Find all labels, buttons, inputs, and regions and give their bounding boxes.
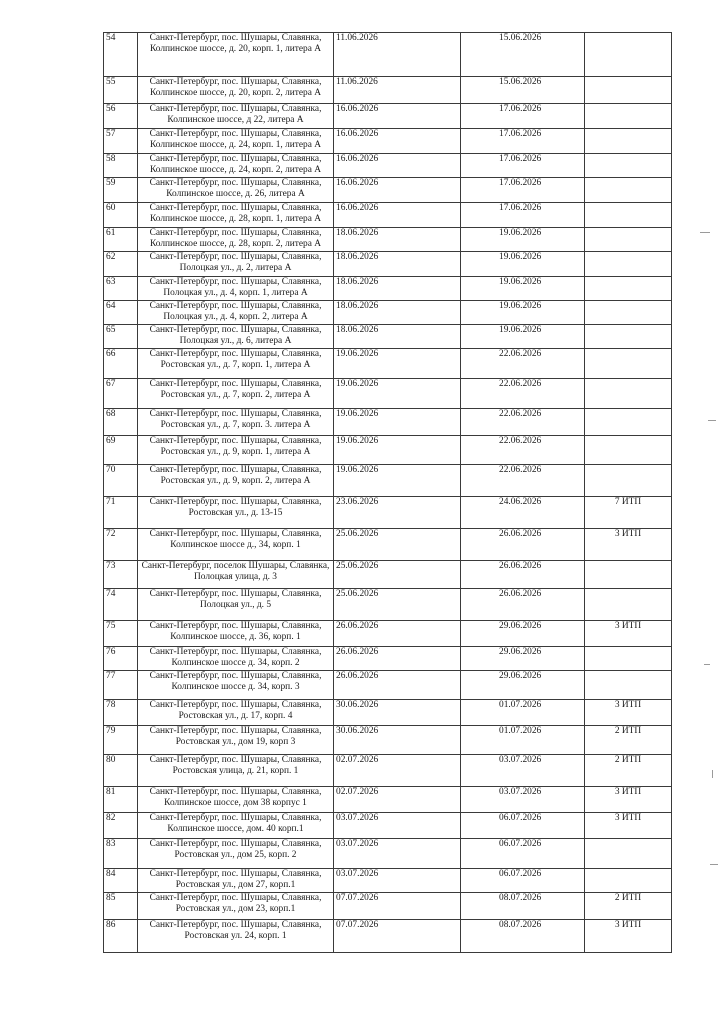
- end-date-cell: 06.07.2026: [461, 839, 585, 869]
- address-line: Санкт-Петербург, пос. Шушары, Славянка,: [149, 647, 322, 657]
- table-row: [104, 700, 672, 726]
- address-line: Санкт-Петербург, пос. Шушары, Славянка,: [149, 104, 322, 114]
- address-line: Ростовская ул., дом 23, корп.1: [175, 904, 296, 914]
- address-line: Полоцкая ул., д. 4, корп. 1, литера А: [163, 288, 308, 298]
- table-row: [104, 436, 672, 465]
- address-cell: [138, 893, 334, 920]
- address-line: Колпинское шоссе, д. 24, корп. 1, литера А: [149, 140, 322, 150]
- end-date-cell: 22.06.2026: [461, 349, 585, 379]
- row-number-cell: 61: [104, 228, 138, 252]
- table-body: [104, 33, 672, 953]
- start-date-cell: 26.06.2026: [334, 647, 461, 671]
- row-number-cell: 85: [104, 893, 138, 920]
- address-cell: [138, 920, 334, 953]
- start-date-cell: 11.06.2026: [334, 77, 461, 104]
- table-row: [104, 465, 672, 497]
- itp-count-cell: [585, 349, 672, 379]
- itp-count-cell: [585, 647, 672, 671]
- table-row: [104, 252, 672, 277]
- start-date-cell: 23.06.2026: [334, 497, 461, 529]
- address-line: Санкт-Петербург, пос. Шушары, Славянка,: [149, 589, 322, 599]
- row-number-cell: 65: [104, 325, 138, 349]
- row-number-cell: 80: [104, 755, 138, 787]
- end-date-cell: 01.07.2026: [461, 700, 585, 726]
- start-date-cell: 26.06.2026: [334, 621, 461, 647]
- address-line: Полоцкая ул., д. 6, литера А: [179, 336, 292, 346]
- table-row: [104, 813, 672, 839]
- scan-artifact: [704, 664, 710, 665]
- end-date-cell: 06.07.2026: [461, 813, 585, 839]
- address-cell: [138, 228, 334, 252]
- table-row: [104, 561, 672, 589]
- address-cell: [138, 178, 334, 203]
- start-date-cell: 16.06.2026: [334, 129, 461, 154]
- row-number-cell: 59: [104, 178, 138, 203]
- itp-count-cell: [585, 203, 672, 228]
- start-date-cell: 11.06.2026: [334, 33, 461, 77]
- table-row: [104, 869, 672, 893]
- itp-count-cell: 3 ИТП: [585, 787, 672, 813]
- address-line: Санкт-Петербург, пос. Шушары, Славянка,: [149, 409, 322, 419]
- row-number-cell: 79: [104, 726, 138, 755]
- end-date-cell: 22.06.2026: [461, 409, 585, 436]
- table-row: [104, 33, 672, 77]
- table-row: [104, 671, 672, 700]
- table-row: [104, 104, 672, 129]
- end-date-cell: 08.07.2026: [461, 893, 585, 920]
- address-line: Колпинское шоссе, д. 26, литера А: [166, 189, 305, 199]
- scan-artifact: [708, 420, 716, 421]
- start-date-cell: 07.07.2026: [334, 893, 461, 920]
- address-line: Колпинское шоссе, дом 38 корпус 1: [164, 798, 307, 808]
- itp-count-cell: [585, 589, 672, 621]
- address-line: Санкт-Петербург, пос. Шушары, Славянка,: [149, 77, 322, 87]
- table-row: [104, 726, 672, 755]
- itp-count-cell: 2 ИТП: [585, 726, 672, 755]
- itp-count-cell: 3 ИТП: [585, 700, 672, 726]
- row-number-cell: 76: [104, 647, 138, 671]
- address-line: Ростовская ул., д. 9, корп. 2, литера А: [160, 476, 311, 486]
- address-cell: [138, 379, 334, 409]
- row-number-cell: 72: [104, 529, 138, 561]
- address-line: Санкт-Петербург, пос. Шушары, Славянка,: [149, 813, 322, 823]
- address-line: Ростовская ул., д. 7, корп. 2, литера А: [160, 390, 311, 400]
- row-number-cell: 70: [104, 465, 138, 497]
- row-number-cell: 57: [104, 129, 138, 154]
- address-cell: [138, 813, 334, 839]
- address-line: Санкт-Петербург, пос. Шушары, Славянка,: [149, 529, 322, 539]
- address-line: Ростовская ул., д. 17, корп. 4: [178, 711, 293, 721]
- address-cell: [138, 104, 334, 129]
- address-cell: [138, 129, 334, 154]
- address-cell: [138, 621, 334, 647]
- itp-count-cell: [585, 671, 672, 700]
- address-line: Санкт-Петербург, пос. Шушары, Славянка,: [149, 755, 322, 765]
- start-date-cell: 07.07.2026: [334, 920, 461, 953]
- end-date-cell: 08.07.2026: [461, 920, 585, 953]
- itp-count-cell: 3 ИТП: [585, 920, 672, 953]
- start-date-cell: 02.07.2026: [334, 787, 461, 813]
- start-date-cell: 03.07.2026: [334, 869, 461, 893]
- itp-count-cell: [585, 129, 672, 154]
- address-line: Санкт-Петербург, пос. Шушары, Славянка,: [149, 700, 322, 710]
- address-line: Санкт-Петербург, поселок Шушары, Славянка,: [141, 561, 330, 571]
- itp-count-cell: 2 ИТП: [585, 893, 672, 920]
- address-cell: [138, 349, 334, 379]
- address-cell: [138, 301, 334, 325]
- scan-artifact: [700, 232, 710, 233]
- table-row: [104, 277, 672, 301]
- address-line: Санкт-Петербург, пос. Шушары, Славянка,: [149, 787, 322, 797]
- end-date-cell: 01.07.2026: [461, 726, 585, 755]
- row-number-cell: 54: [104, 33, 138, 77]
- address-line: Колпинское шоссе, д. 28, корп. 2, литера А: [149, 239, 322, 249]
- address-line: Полоцкая улица, д. 3: [194, 572, 277, 582]
- row-number-cell: 69: [104, 436, 138, 465]
- address-cell: [138, 252, 334, 277]
- address-line: Ростовская ул., д. 9, корп. 1, литера А: [160, 447, 311, 457]
- address-cell: [138, 497, 334, 529]
- address-line: Ростовская улица, д. 21, корп. 1: [172, 766, 299, 776]
- start-date-cell: 19.06.2026: [334, 379, 461, 409]
- itp-count-cell: [585, 839, 672, 869]
- address-line: Санкт-Петербург, пос. Шушары, Славянка,: [149, 154, 322, 164]
- address-cell: [138, 409, 334, 436]
- row-number-cell: 71: [104, 497, 138, 529]
- start-date-cell: 03.07.2026: [334, 813, 461, 839]
- address-line: Санкт-Петербург, пос. Шушары, Славянка,: [149, 277, 322, 287]
- start-date-cell: 25.06.2026: [334, 529, 461, 561]
- table-row: [104, 228, 672, 252]
- end-date-cell: 17.06.2026: [461, 154, 585, 178]
- address-cell: [138, 203, 334, 228]
- row-number-cell: 83: [104, 839, 138, 869]
- end-date-cell: 29.06.2026: [461, 647, 585, 671]
- table-row: [104, 529, 672, 561]
- itp-count-cell: 3 ИТП: [585, 621, 672, 647]
- row-number-cell: 66: [104, 349, 138, 379]
- row-number-cell: 62: [104, 252, 138, 277]
- itp-count-cell: [585, 228, 672, 252]
- address-line: Санкт-Петербург, пос. Шушары, Славянка,: [149, 203, 322, 213]
- itp-count-cell: [585, 436, 672, 465]
- start-date-cell: 16.06.2026: [334, 104, 461, 129]
- end-date-cell: 19.06.2026: [461, 301, 585, 325]
- table-row: [104, 409, 672, 436]
- end-date-cell: 19.06.2026: [461, 252, 585, 277]
- address-line: Санкт-Петербург, пос. Шушары, Славянка,: [149, 228, 322, 238]
- row-number-cell: 60: [104, 203, 138, 228]
- itp-count-cell: [585, 178, 672, 203]
- itp-count-cell: 7 ИТП: [585, 497, 672, 529]
- address-line: Санкт-Петербург, пос. Шушары, Славянка,: [149, 920, 322, 930]
- address-line: Санкт-Петербург, пос. Шушары, Славянка,: [149, 349, 322, 359]
- row-number-cell: 56: [104, 104, 138, 129]
- row-number-cell: 63: [104, 277, 138, 301]
- address-line: Колпинское шоссе, дом. 40 корп.1: [167, 824, 304, 834]
- start-date-cell: 02.07.2026: [334, 755, 461, 787]
- table-row: [104, 589, 672, 621]
- row-number-cell: 55: [104, 77, 138, 104]
- table-row: [104, 920, 672, 953]
- end-date-cell: 22.06.2026: [461, 465, 585, 497]
- start-date-cell: 25.06.2026: [334, 561, 461, 589]
- start-date-cell: 19.06.2026: [334, 349, 461, 379]
- table-row: [104, 301, 672, 325]
- address-line: Колпинское шоссе, д. 36, корп. 1: [170, 632, 301, 642]
- end-date-cell: 22.06.2026: [461, 436, 585, 465]
- start-date-cell: 30.06.2026: [334, 726, 461, 755]
- table-row: [104, 325, 672, 349]
- row-number-cell: 81: [104, 787, 138, 813]
- itp-count-cell: [585, 325, 672, 349]
- address-line: Ростовская ул., дом 27, корп.1: [175, 880, 296, 890]
- address-line: Санкт-Петербург, пос. Шушары, Славянка,: [149, 436, 322, 446]
- address-line: Полоцкая ул., д. 5: [199, 600, 272, 610]
- row-number-cell: 64: [104, 301, 138, 325]
- address-cell: [138, 436, 334, 465]
- address-line: Санкт-Петербург, пос. Шушары, Славянка,: [149, 33, 322, 43]
- start-date-cell: 16.06.2026: [334, 154, 461, 178]
- address-cell: [138, 325, 334, 349]
- start-date-cell: 19.06.2026: [334, 409, 461, 436]
- table-row: [104, 893, 672, 920]
- itp-count-cell: [585, 154, 672, 178]
- address-cell: [138, 726, 334, 755]
- table-row: [104, 839, 672, 869]
- end-date-cell: 15.06.2026: [461, 77, 585, 104]
- address-cell: [138, 755, 334, 787]
- address-cell: [138, 787, 334, 813]
- address-line: Полоцкая ул., д. 4, корп. 2, литера А: [163, 312, 308, 322]
- end-date-cell: 26.06.2026: [461, 589, 585, 621]
- address-line: Ростовская ул., дом 25, корп. 2: [174, 850, 297, 860]
- end-date-cell: 26.06.2026: [461, 529, 585, 561]
- end-date-cell: 17.06.2026: [461, 129, 585, 154]
- address-line: Санкт-Петербург, пос. Шушары, Славянка,: [149, 497, 322, 507]
- row-number-cell: 74: [104, 589, 138, 621]
- address-cell: [138, 869, 334, 893]
- table-row: [104, 379, 672, 409]
- address-cell: [138, 839, 334, 869]
- table-row: [104, 755, 672, 787]
- table-row: [104, 497, 672, 529]
- table-row: [104, 647, 672, 671]
- end-date-cell: 24.06.2026: [461, 497, 585, 529]
- itp-count-cell: 3 ИТП: [585, 529, 672, 561]
- start-date-cell: 19.06.2026: [334, 465, 461, 497]
- start-date-cell: 18.06.2026: [334, 228, 461, 252]
- address-line: Колпинское шоссе, д 22, литера А: [167, 115, 304, 125]
- address-line: Колпинское шоссе, д. 20, корп. 2, литера А: [149, 88, 322, 98]
- end-date-cell: 29.06.2026: [461, 671, 585, 700]
- end-date-cell: 26.06.2026: [461, 561, 585, 589]
- address-line: Санкт-Петербург, пос. Шушары, Славянка,: [149, 301, 322, 311]
- table-row: [104, 349, 672, 379]
- address-cell: [138, 77, 334, 104]
- start-date-cell: 18.06.2026: [334, 301, 461, 325]
- table-row: [104, 621, 672, 647]
- end-date-cell: 22.06.2026: [461, 379, 585, 409]
- start-date-cell: 16.06.2026: [334, 203, 461, 228]
- address-line: Колпинское шоссе д., 34, корп. 1: [170, 540, 301, 550]
- address-cell: [138, 561, 334, 589]
- row-number-cell: 86: [104, 920, 138, 953]
- itp-count-cell: [585, 77, 672, 104]
- table-row: [104, 154, 672, 178]
- end-date-cell: 17.06.2026: [461, 178, 585, 203]
- address-line: Санкт-Петербург, пос. Шушары, Славянка,: [149, 465, 322, 475]
- end-date-cell: 15.06.2026: [461, 33, 585, 77]
- start-date-cell: 16.06.2026: [334, 178, 461, 203]
- row-number-cell: 58: [104, 154, 138, 178]
- itp-count-cell: [585, 33, 672, 77]
- itp-count-cell: 2 ИТП: [585, 755, 672, 787]
- end-date-cell: 19.06.2026: [461, 277, 585, 301]
- address-line: Санкт-Петербург, пос. Шушары, Славянка,: [149, 621, 322, 631]
- row-number-cell: 73: [104, 561, 138, 589]
- address-cell: [138, 700, 334, 726]
- address-line: Санкт-Петербург, пос. Шушары, Славянка,: [149, 839, 322, 849]
- end-date-cell: 03.07.2026: [461, 755, 585, 787]
- address-line: Полоцкая ул., д. 2, литера А: [179, 263, 292, 273]
- address-cell: [138, 671, 334, 700]
- itp-count-cell: [585, 301, 672, 325]
- address-line: Санкт-Петербург, пос. Шушары, Славянка,: [149, 325, 322, 335]
- table-row: [104, 77, 672, 104]
- start-date-cell: 25.06.2026: [334, 589, 461, 621]
- address-line: Санкт-Петербург, пос. Шушары, Славянка,: [149, 726, 322, 736]
- itp-count-cell: [585, 869, 672, 893]
- address-cell: [138, 647, 334, 671]
- address-line: Санкт-Петербург, пос. Шушары, Славянка,: [149, 893, 322, 903]
- start-date-cell: 03.07.2026: [334, 839, 461, 869]
- end-date-cell: 19.06.2026: [461, 228, 585, 252]
- address-cell: [138, 465, 334, 497]
- address-line: Ростовская ул. 24, корп. 1: [184, 931, 287, 941]
- address-line: Санкт-Петербург, пос. Шушары, Славянка,: [149, 252, 322, 262]
- end-date-cell: 19.06.2026: [461, 325, 585, 349]
- scan-artifact: [710, 864, 718, 865]
- table-row: [104, 178, 672, 203]
- address-cell: [138, 277, 334, 301]
- end-date-cell: 03.07.2026: [461, 787, 585, 813]
- itp-count-cell: [585, 104, 672, 129]
- address-cell: [138, 529, 334, 561]
- itp-count-cell: [585, 561, 672, 589]
- row-number-cell: 67: [104, 379, 138, 409]
- address-line: Санкт-Петербург, пос. Шушары, Славянка,: [149, 869, 322, 879]
- row-number-cell: 77: [104, 671, 138, 700]
- heating-inspection-schedule-table: [103, 32, 672, 953]
- end-date-cell: 06.07.2026: [461, 869, 585, 893]
- row-number-cell: 75: [104, 621, 138, 647]
- start-date-cell: 30.06.2026: [334, 700, 461, 726]
- address-line: Колпинское шоссе д. 34, корп. 2: [171, 658, 300, 668]
- row-number-cell: 84: [104, 869, 138, 893]
- address-line: Ростовская ул., д. 7, корп. 3. литера А: [160, 420, 311, 430]
- itp-count-cell: [585, 277, 672, 301]
- address-line: Санкт-Петербург, пос. Шушары, Славянка,: [149, 671, 322, 681]
- address-line: Санкт-Петербург, пос. Шушары, Славянка,: [149, 178, 322, 188]
- address-line: Ростовская ул., дом 19, корп 3: [175, 737, 296, 747]
- scan-artifact: [712, 770, 713, 778]
- end-date-cell: 17.06.2026: [461, 104, 585, 129]
- itp-count-cell: [585, 379, 672, 409]
- itp-count-cell: [585, 409, 672, 436]
- itp-count-cell: 3 ИТП: [585, 813, 672, 839]
- table-row: [104, 203, 672, 228]
- end-date-cell: 17.06.2026: [461, 203, 585, 228]
- address-line: Колпинское шоссе, д. 24, корп. 2, литера А: [149, 165, 322, 175]
- address-line: Колпинское шоссе, д. 20, корп. 1, литера А: [149, 44, 322, 54]
- start-date-cell: 19.06.2026: [334, 436, 461, 465]
- table-row: [104, 787, 672, 813]
- address-line: Ростовская ул., д. 7, корп. 1, литера А: [160, 360, 311, 370]
- address-line: Колпинское шоссе д. 34, корп. 3: [171, 682, 300, 692]
- address-cell: [138, 33, 334, 77]
- table-row: [104, 129, 672, 154]
- address-cell: [138, 154, 334, 178]
- address-line: Ростовская ул., д. 13-15: [188, 508, 283, 518]
- start-date-cell: 26.06.2026: [334, 671, 461, 700]
- end-date-cell: 29.06.2026: [461, 621, 585, 647]
- address-line: Колпинское шоссе, д. 28, корп. 1, литера А: [149, 214, 322, 224]
- address-line: Санкт-Петербург, пос. Шушары, Славянка,: [149, 129, 322, 139]
- row-number-cell: 78: [104, 700, 138, 726]
- start-date-cell: 18.06.2026: [334, 252, 461, 277]
- row-number-cell: 68: [104, 409, 138, 436]
- itp-count-cell: [585, 465, 672, 497]
- start-date-cell: 18.06.2026: [334, 277, 461, 301]
- address-cell: [138, 589, 334, 621]
- row-number-cell: 82: [104, 813, 138, 839]
- start-date-cell: 18.06.2026: [334, 325, 461, 349]
- itp-count-cell: [585, 252, 672, 277]
- address-line: Санкт-Петербург, пос. Шушары, Славянка,: [149, 379, 322, 389]
